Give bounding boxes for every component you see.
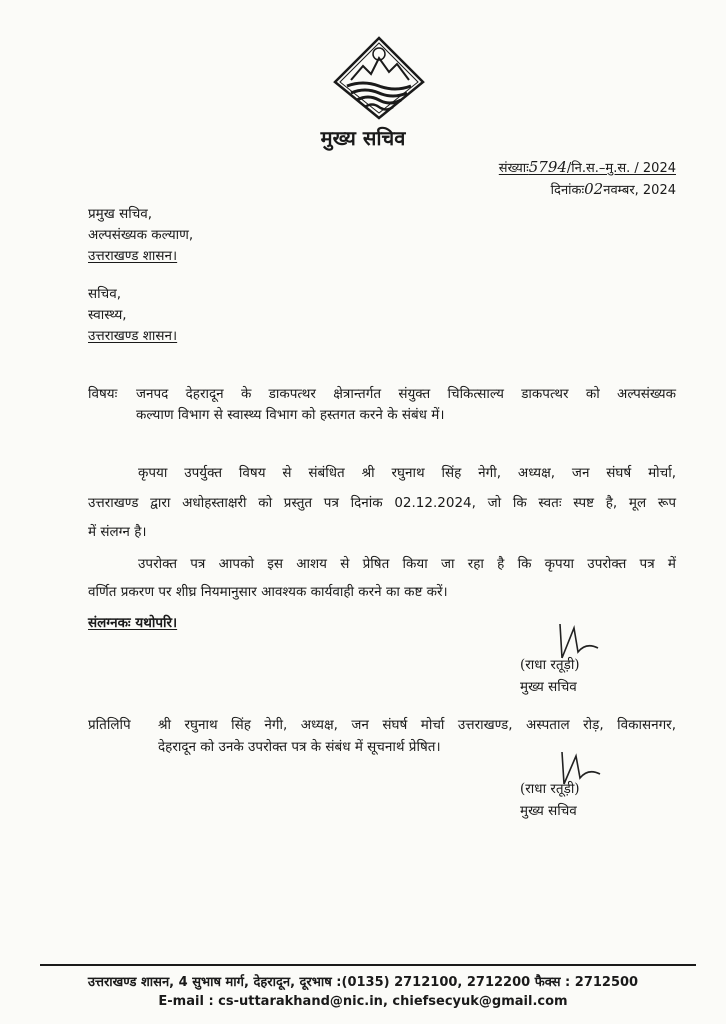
office-title: मुख्य सचिव — [320, 126, 406, 150]
signatory-2-designation: मुख्य सचिव — [520, 803, 577, 819]
recipient-1-line2: अल्पसंख्यक कल्याण, — [88, 227, 194, 243]
ref-prefix: संख्याः — [498, 161, 529, 176]
subject-label: विषयः — [88, 386, 118, 402]
body-para1-line2: उत्तराखण्ड द्वारा अधोहस्ताक्षरी को प्रस्तुत पत्र दिनांक 02.12.2024, जो कि स्वतः स्पष्ट है, मूल रूप — [88, 495, 676, 511]
recipient-1 — [88, 204, 193, 267]
signature-2-block — [520, 778, 580, 822]
body-para2-line1: उपरोक्त पत्र आपको इस आशय से प्रेषित किया जा रहा है कि कृपया उपरोक्त पत्र में — [138, 556, 676, 572]
recipient-2-line2: स्वास्थ्य, — [88, 307, 127, 323]
signatory-2-name: (राधा रतूड़ी) — [520, 781, 580, 797]
reference-number — [499, 157, 676, 179]
copy-line-1: श्री रघुनाथ सिंह नेगी, अध्यक्ष, जन संघर्ष मोर्चा उत्तराखण्ड, अस्पताल रोड़, विकासनगर, — [158, 717, 676, 733]
body-para2-line2: वर्णित प्रकरण पर शीघ्र नियमानुसार आवश्यक कार्यवाही करने का कष्ट करें। — [88, 584, 448, 600]
date-prefix: दिनांकः — [550, 183, 585, 198]
subject-line-2: कल्याण विभाग से स्वास्थ्य विभाग को हस्तगत करने के संबंध में। — [136, 407, 445, 423]
uttarakhand-emblem-logo — [333, 36, 425, 120]
footer-address: उत्तराखण्ड शासन, 4 सुभाष मार्ग, देहरादून, दूरभाष :(0135) 2712100, 2712200 फैक्स : 2712500 — [87, 975, 639, 990]
recipient-1-line3: उत्तराखण्ड शासन। — [88, 248, 178, 264]
recipient-2-line3: उत्तराखण्ड शासन। — [88, 328, 178, 344]
signatory-1-designation: मुख्य सचिव — [520, 679, 577, 695]
recipient-2-line1: सचिव, — [88, 286, 121, 302]
footer-email: E-mail : cs-uttarakhand@nic.in, chiefsecyuk@gmail.com — [158, 994, 568, 1009]
date-suffix: नवम्बर, 2024 — [603, 183, 676, 198]
copy-label: प्रतिलिपि — [88, 717, 131, 733]
signature-1-block — [520, 654, 580, 698]
copy-line-2: देहरादून को उनके उपरोक्त पत्र के संबंध में सूचनार्थ प्रेषित। — [158, 739, 441, 755]
subject-line-1: जनपद देहरादून के डाकपत्थर क्षेत्रान्तर्गत संयुक्त चिकित्साल्य डाकपत्थर को अल्पसंख्यक — [136, 386, 676, 402]
body-para1-line1: कृपया उपर्युक्त विषय से संबंधित श्री रघुनाथ सिंह नेगी, अध्यक्ष, जन संघर्ष मोर्चा, — [138, 465, 676, 481]
recipient-2 — [88, 284, 177, 347]
date-day-handwritten: 02 — [584, 180, 604, 198]
ref-suffix: /नि.स.–मु.स. / 2024 — [566, 161, 676, 176]
recipient-1-line1: प्रमुख सचिव, — [88, 206, 153, 222]
letter-date — [499, 179, 676, 201]
enclosure-note: संलग्नकः यथोपरि। — [88, 615, 178, 631]
signatory-1-name: (राधा रतूड़ी) — [520, 657, 580, 673]
footer-divider — [40, 964, 696, 966]
reference-block — [499, 157, 676, 201]
ref-number-handwritten: 5794 — [528, 158, 567, 176]
body-para1-line3: में संलग्न है। — [88, 524, 147, 540]
